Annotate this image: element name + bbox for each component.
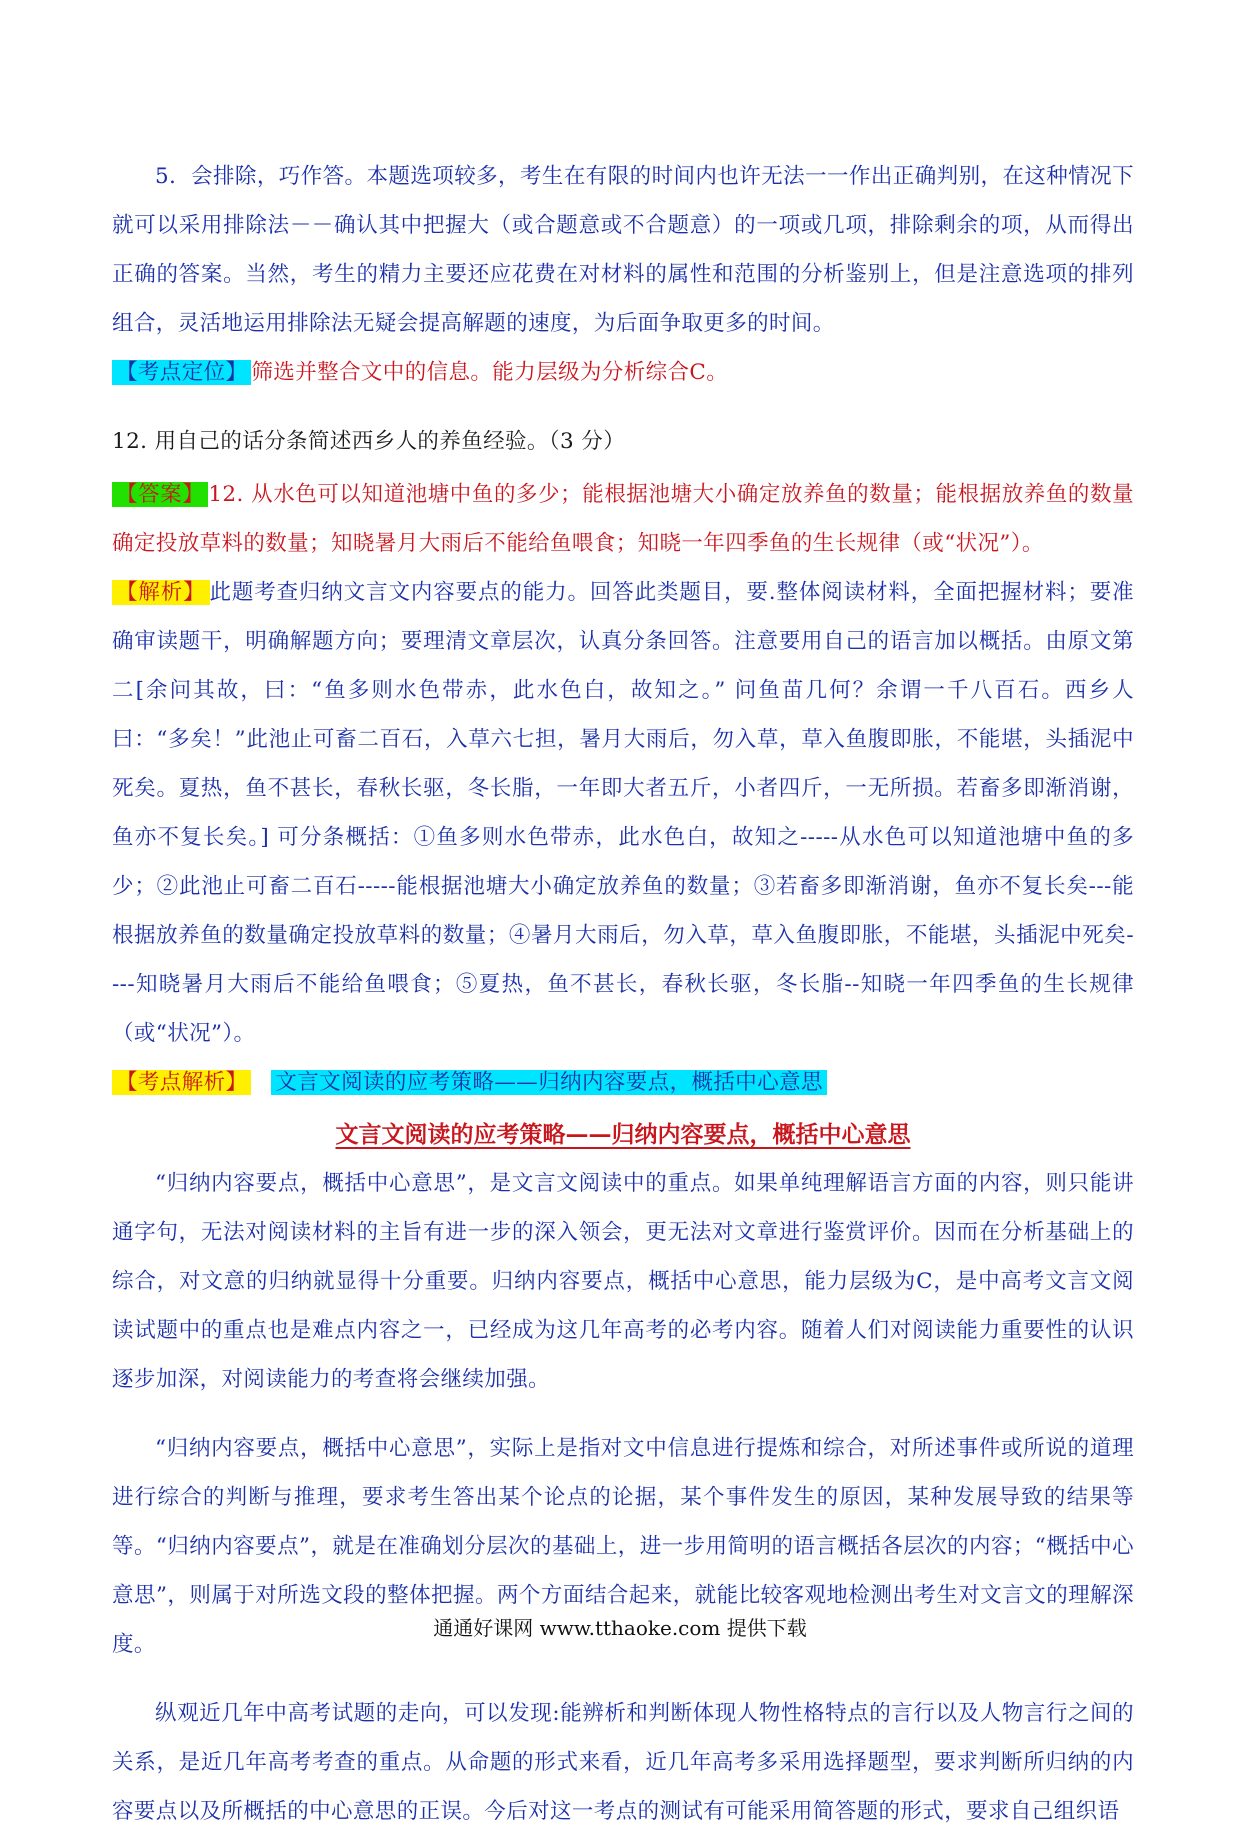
analysis-text: 此题考查归纳文言文内容要点的能力。回答此类题目，要.整体阅读材料，全面把握材料；要准确审读题干，明确解题方向；要理清文章层次，认真分条回答。注意要用自己的语言加以概括。由原文第二[余问其故，曰：“鱼多则水色带赤，此水色白，故知之。” 问鱼苗几何？余谓一千八百石。西乡人曰：“多矣！”此池止可畜二百石，入草六七担，暑月大雨后，勿入草，草入鱼腹即胀，不能堪，头插泥中死矣。夏热，鱼不甚长，春秋长驱，冬长脂，一年即大者五斤，小者四斤，一无所损。若畜多即渐消谢，鱼亦不复长矣。] 可分条概括：①鱼多则水色带赤，此水色白，故知之-----从水色可以知道池塘中鱼的多少；②此池止可畜二百石-----能根据池塘大小确定放养鱼的数量；③若畜多即渐消谢，鱼亦不复长矣---能根据放养鱼的数量确定投放草料的数量；④暑月大雨后，勿入草，草入鱼腹即胀，不能堪，头插泥中死矣----知晓暑月大雨后不能给鱼喂食；⑤夏热，鱼不甚长，春秋长驱，冬长脂--知晓一年四季鱼的生长规律（或“状况”）。: [112, 580, 1134, 1046]
answer-text: 12. 从水色可以知道池塘中鱼的多少；能根据池塘大小确定放养鱼的数量；能根据放养鱼的数量确定投放草料的数量；知晓暑月大雨后不能给鱼喂食；知晓一年四季鱼的生长规律（或“状况”）。: [112, 482, 1134, 556]
question-12: 12. 用自己的话分条简述西乡人的养鱼经验。（3 分）: [112, 429, 626, 454]
section-title-text: 文言文阅读的应考策略——归纳内容要点，概括中心意思: [335, 1121, 911, 1148]
paragraph-item-5: 5．会排除，巧作答。本题选项较多，考生在有限的时间内也许无法一一作出正确判别，在这种情况下就可以采用排除法－－确认其中把握大（或合题意或不合题意）的一项或几项，排除剩余的项，从而得出正确的答案。当然，考生的精力主要还应花费在对材料的属性和范围的分析鉴别上，但是注意选项的排列组合，灵活地运用排除法无疑会提高解题的速度，为后面争取更多的时间。: [112, 164, 1134, 336]
analysis-tag: 【解析】: [112, 580, 210, 605]
kaodian-jiexi-tag: 【考点解析】: [112, 1070, 251, 1095]
kaodian-line: [112, 348, 1134, 397]
body-paragraph-1: “归纳内容要点，概括中心意思”，是文言文阅读中的重点。如果单纯理解语言方面的内容，则只能讲通字句，无法对阅读材料的主旨有进一步的深入领会，更无法对文章进行鉴赏评价。因而在分析基础上的综合，对文意的归纳就显得十分重要。归纳内容要点，概括中心意思，能力层级为C，是中高考文言文阅读试题中的重点也是难点内容之一，已经成为这几年高考的必考内容。随着人们对阅读能力重要性的认识逐步加深，对阅读能力的考查将会继续加强。: [112, 1171, 1134, 1392]
kaodian-jiexi-text: 文言文阅读的应考策略——归纳内容要点，概括中心意思: [271, 1070, 827, 1095]
page-footer: 通通好课网 www.tthaoke.com 提供下载: [433, 1616, 807, 1640]
kaodian-tag: 【考点定位】: [112, 360, 251, 385]
answer-paragraph: [112, 470, 1134, 568]
body-paragraph-2: “归纳内容要点，概括中心意思”，实际上是指对文中信息进行提炼和综合，对所述事件或所说的道理进行综合的判断与推理，要求考生答出某个论点的论据，某个事件发生的原因，某种发展导致的结果等等。“归纳内容要点”，就是在准确划分层次的基础上，进一步用简明的语言概括各层次的内容；“概括中心意思”，则属于对所选文段的整体把握。两个方面结合起来，就能比较客观地检测出考生对文言文的理解深度。: [112, 1436, 1134, 1657]
kaodian-jiexi-line: [112, 1058, 1134, 1107]
section-title: [112, 1115, 1134, 1155]
answer-tag: 【答案】: [112, 482, 208, 507]
kaodian-text: 筛选并整合文中的信息。能力层级为分析综合C。: [251, 360, 729, 385]
analysis-paragraph: [112, 568, 1134, 1058]
body-paragraph-3: 纵观近几年中高考试题的走向，可以发现:能辨析和判断体现人物性格特点的言行以及人物言行之间的关系，是近几年高考考查的重点。从命题的形式来看，近几年高考多采用选择题型，要求判断所归纳的内容要点以及所概括的中心意思的正误。今后对这一考点的测试有可能采用简答题的形式，要求自己组织语: [112, 1701, 1134, 1824]
document-body: [112, 152, 1134, 1836]
